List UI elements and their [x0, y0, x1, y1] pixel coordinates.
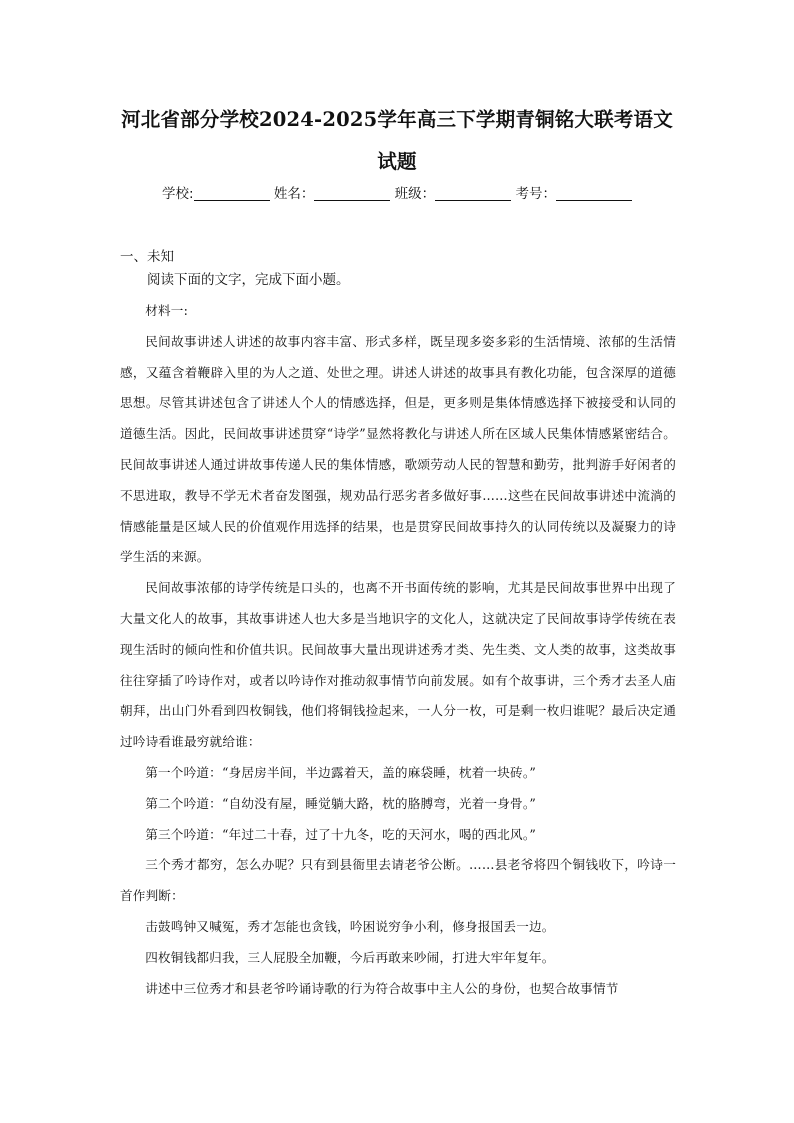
- exam-no-label: 考号：: [515, 186, 556, 202]
- poem-line: 第二个吟道：“自幼没有屋，睡觉躺大路，枕的胳膊弯，光着一身骨。”: [145, 795, 536, 811]
- exam-title-line2: 试题: [377, 150, 417, 173]
- student-info-line: [0, 182, 794, 202]
- passage-paragraph: 讲述中三位秀才和县老爷吟诵诗歌的行为符合故事中主人公的身份，也契合故事情节: [145, 980, 619, 996]
- exam-title-line1: 河北省部分学校2024-2025学年高三下学期青铜铭大联考语文: [121, 108, 673, 131]
- poem-line: 四枚铜钱都归我，三人屁股全加鞭，今后再敢来吵闹，打进大牢年复年。: [145, 949, 555, 965]
- reading-passage: [120, 296, 676, 1004]
- poem-line: 击鼓鸣钟又喊冤，秀才怎能也贪钱，吟困说穷争小利，修身报国丢一边。: [145, 918, 555, 934]
- school-blank[interactable]: [194, 186, 270, 201]
- name-field[interactable]: [274, 182, 391, 202]
- material-label: 材料一:: [145, 303, 189, 318]
- name-blank[interactable]: [314, 186, 390, 201]
- reading-instruction: 阅读下面的文字，完成下面小题。: [147, 272, 350, 288]
- poem-line: 第一个吟道：“身居房半间，半边露着天，盖的麻袋睡，枕着一块砖。”: [145, 764, 536, 780]
- exam-no-field[interactable]: [515, 182, 632, 202]
- passage-paragraph: 民间故事讲述人讲述的故事内容丰富、形式多样，既呈现多姿多彩的生活情境、浓郁的生活情感，又蕴含着鞭辟入里的为人之道、处世之理。讲述人讲述的故事具有教化功能，包含深厚的道德思想。尽管其讲述包含了讲述人个人的情感选择，但是，更多则是集体情感选择下被接受和认同的道德生活。因此，民间故事讲述贯穿“诗学”显然将教化与讲述人所在区域人民集体情感紧密结合。民间故事讲述人通过讲故事传递人民的集体情感，歌颂劳动人民的智慧和勤劳，批判游手好闲者的不思进取，教导不学无术者奋发图强，规劝品行恶劣者多做好事……这些在民间故事讲述中流淌的情感能量是区域人民的价值观作用选择的结果，也是贯穿民间故事持久的认同传统以及凝聚力的诗学生活的来源。: [120, 333, 676, 565]
- exam-no-blank[interactable]: [556, 186, 632, 201]
- school-label: 学校:: [162, 186, 194, 202]
- poem-line: 第三个吟道：“年过二十春，过了十九冬，吃的天河水，喝的西北风。”: [145, 826, 536, 842]
- class-label: 班级：: [394, 186, 436, 202]
- name-label: 姓名：: [273, 186, 315, 202]
- passage-paragraph: 三个秀才都穷，怎么办呢？只有到县衙里去请老爷公断。……县老爷将四个铜钱收下，吟诗一首作判断：: [120, 857, 676, 904]
- class-field[interactable]: [395, 182, 512, 202]
- class-blank[interactable]: [435, 186, 511, 201]
- section-heading: 一、未知: [120, 249, 174, 265]
- passage-paragraph: 民间故事浓郁的诗学传统是口头的，也离不开书面传统的影响，尤其是民间故事世界中出现了大量文化人的故事，其故事讲述人也大多是当地识字的文化人，这就决定了民间故事诗学传统在表现生活时的倾向性和价值共识。民间故事大量出现讲述秀才类、先生类、文人类的故事，这类故事往往穿插了吟诗作对，或者以吟诗作对推动叙事情节向前发展。如有个故事讲，三个秀才去圣人庙朝拜，出山门外看到四枚铜钱，他们将铜钱捡起来，一人分一枚，可是剩一枚归谁呢？最后决定通过吟诗看谁最穷就给谁：: [120, 580, 676, 750]
- school-field[interactable]: [162, 182, 270, 202]
